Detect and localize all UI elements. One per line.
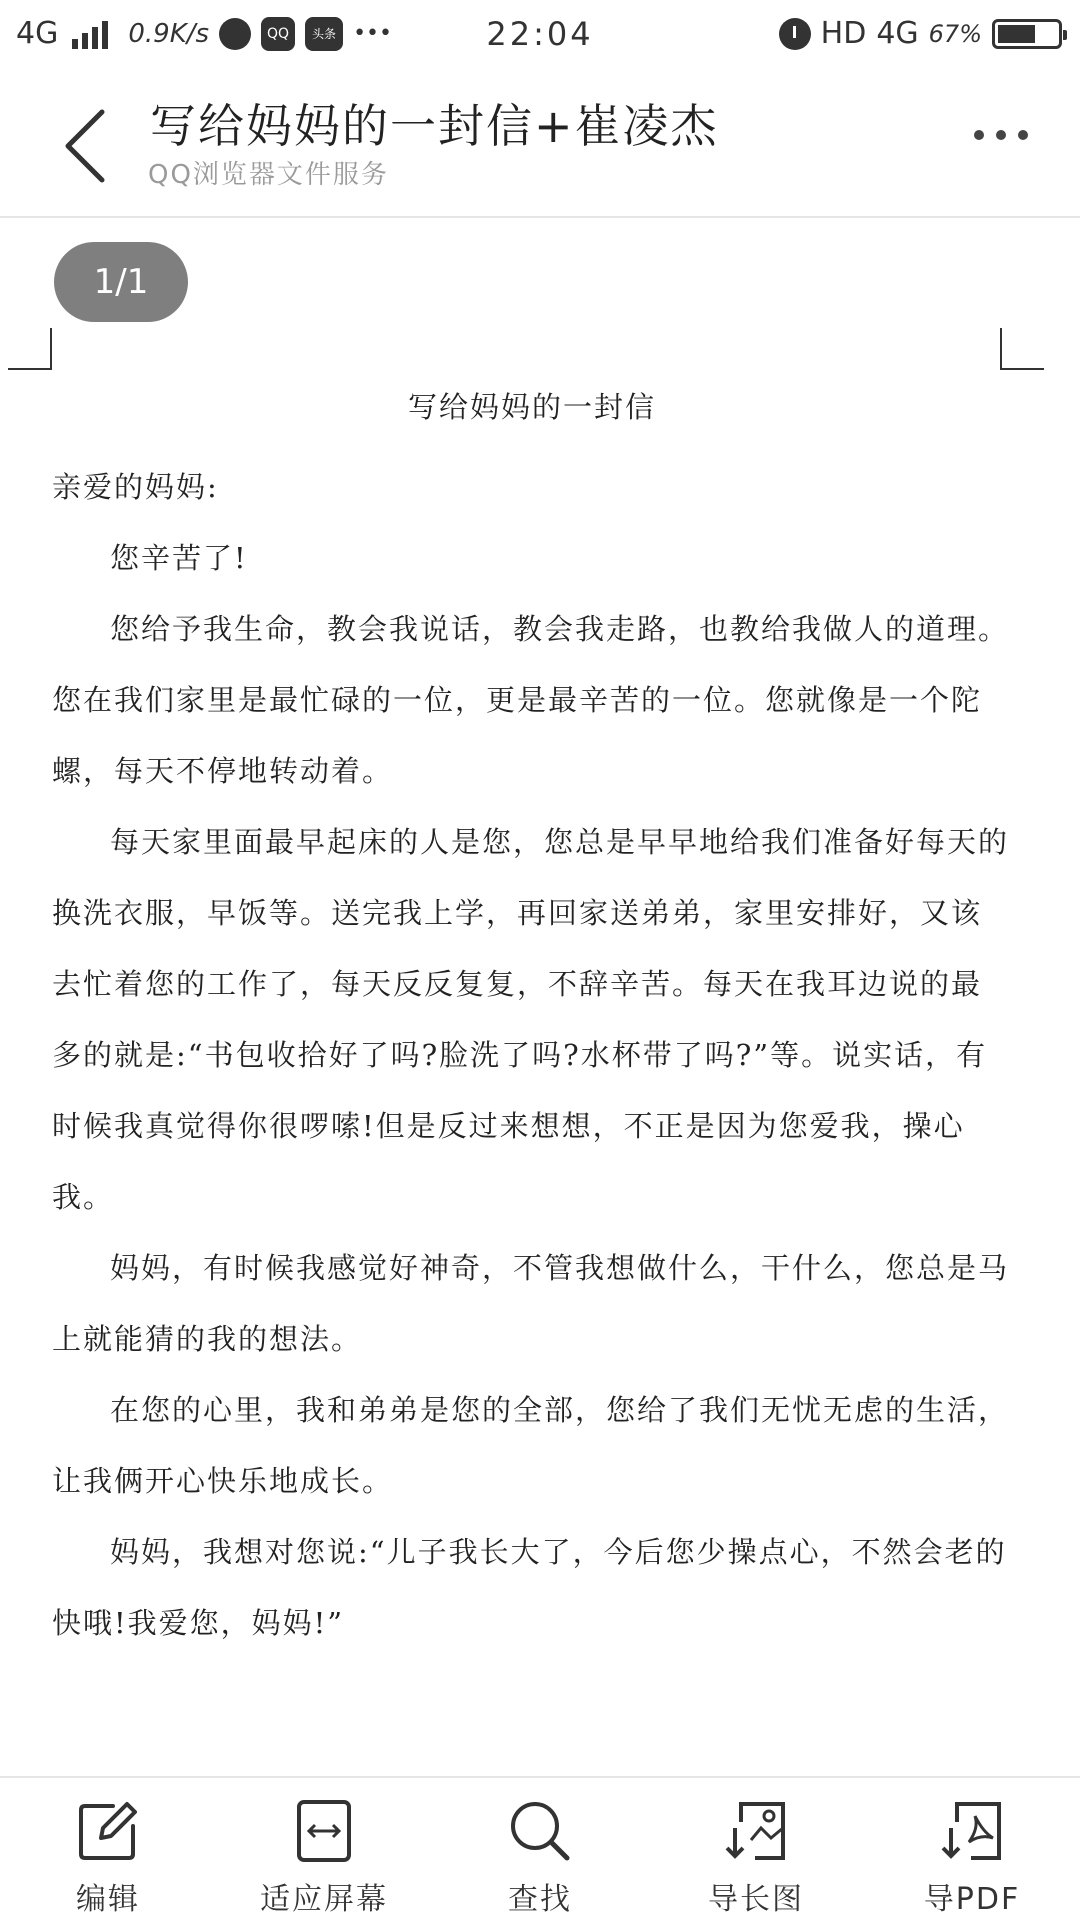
document-paragraph: 每天家里面最早起床的人是您，您总是早早地给我们准备好每天的换洗衣服，早饭等。送完我上学，再回家送弟弟，家里安排好，又该去忙着您的工作了，每天反反复复，不辞辛苦。每天在我耳边说的最多的就是:“书包收拾好了吗?脸洗了吗?水杯带了吗?”等。说实话，有时候我真觉得你很啰嗦!但是反过来想想，不正是因为您爱我，操心我。 [52,825,1010,1214]
find-button[interactable] [460,1798,620,1918]
more-dot-icon [974,130,984,140]
edit-icon [75,1798,141,1864]
fit-screen-button[interactable] [244,1798,404,1918]
pdf-icon [939,1798,1005,1864]
title-bar [0,72,1080,218]
search-icon [507,1798,573,1864]
network-type: 4G [16,16,59,51]
page-corner-mark [1000,328,1044,370]
more-dot-icon [996,130,1006,140]
document-greeting: 亲爱的妈妈: [52,470,219,504]
find-label: 查找 [508,1882,572,1917]
back-button[interactable] [50,106,130,186]
page-subtitle: QQ浏览器文件服务 [148,160,389,190]
page-indicator: 1/1 [54,242,188,322]
battery-percent: 67% [928,20,982,48]
document-paragraph: 在您的心里，我和弟弟是您的全部，您给了我们无忧无虑的生活，让我俩开心快乐地成长。 [52,1393,1010,1498]
network-speed: 0.9K/s [128,19,210,49]
clock: 22:04 [486,15,594,53]
export-image-icon [723,1798,789,1864]
chevron-left-icon [50,106,130,186]
document-paragraph: 妈妈，有时候我感觉好神奇，不管我想做什么，干什么，您总是马上就能猜的我的想法。 [52,1251,1010,1356]
document-paragraph: 妈妈，我想对您说:“儿子我长大了，今后您少操点心，不然会老的快哦!我爱您，妈妈!” [52,1535,1007,1640]
edit-button[interactable] [28,1798,188,1918]
battery-fill [998,25,1035,43]
hd-indicator: HD [820,16,867,51]
document-title: 写给妈妈的一封信 [407,390,656,424]
alarm-icon [779,18,811,50]
bottom-toolbar [0,1776,1080,1922]
page-title: 写给妈妈的一封信+崔凌杰 [150,99,719,153]
page-corner-mark [8,328,52,370]
battery-icon [992,19,1062,49]
network-type-right: 4G [876,16,919,51]
qq-app-icon: QQ [261,17,295,51]
edit-label: 编辑 [76,1882,140,1917]
export-pdf-button[interactable] [892,1798,1052,1918]
fit-screen-label: 适应屏幕 [260,1882,388,1917]
document-paragraph: 您辛苦了! [110,541,248,575]
export-long-image-label: 导长图 [708,1882,804,1917]
more-dot-icon [1018,130,1028,140]
toutiao-app-icon: 头条 [305,17,343,51]
export-pdf-label: 导PDF [923,1882,1021,1917]
fit-screen-icon [291,1798,357,1864]
export-long-image-button[interactable] [676,1798,836,1918]
more-notifications-icon: ••• [353,21,392,46]
document-body [52,382,1012,1659]
more-menu-button[interactable] [974,130,1028,140]
document-paragraph: 您给予我生命，教会我说话，教会我走路，也教给我做人的道理。您在我们家里是最忙碌的一位，更是最辛苦的一位。您就像是一个陀螺，每天不停地转动着。 [52,612,1010,788]
status-bar [0,0,1080,70]
